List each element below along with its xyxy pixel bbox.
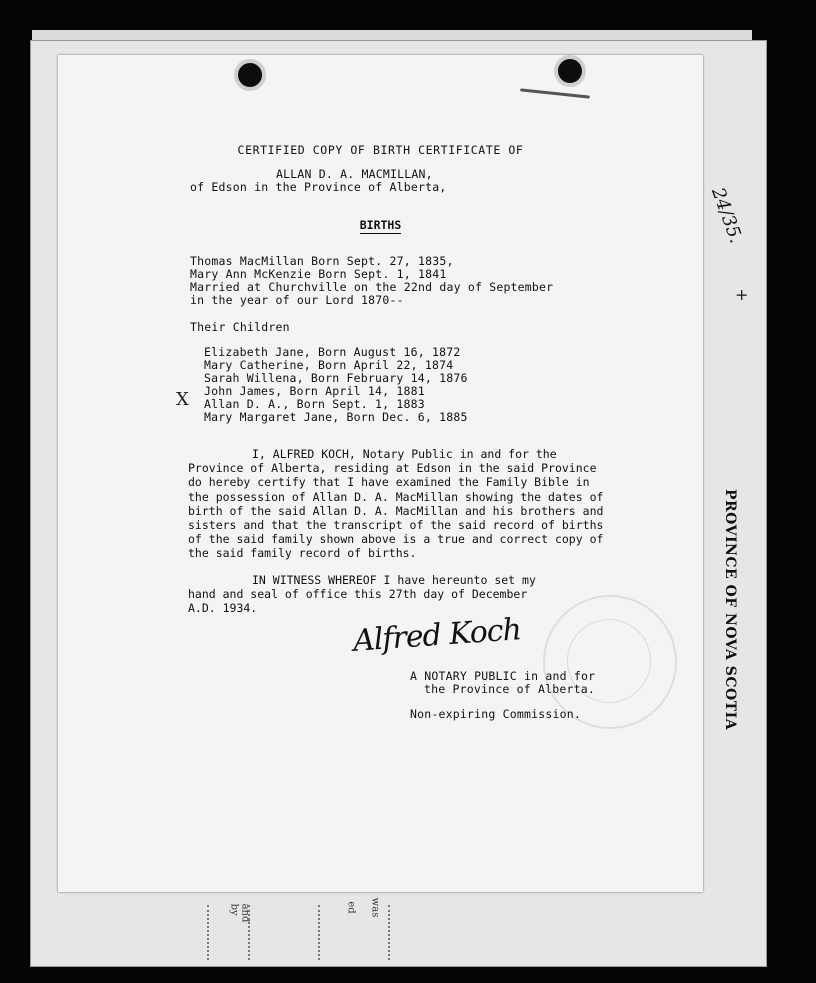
- parent-line: Thomas MacMillan Born Sept. 27, 1835,: [190, 254, 454, 268]
- witness-paragraph: IN WITNESS WHEREOF I have hereunto set my hand and seal of office this 27th day of December A.D. 1934.: [188, 573, 536, 616]
- certificate-sheet: [58, 55, 703, 892]
- form-dotted-line: [248, 905, 252, 960]
- child-entry: Mary Margaret Jane, Born Dec. 6, 1885: [204, 410, 468, 424]
- form-ed: ed: [345, 901, 357, 914]
- subject-place: of Edson in the Province of Alberta,: [190, 180, 447, 194]
- child-entry: Mary Catherine, Born April 22, 1874: [204, 358, 454, 372]
- certification-paragraph: I, ALFRED KOCH, Notary Public in and for the Province of Alberta, residing at Edson in the said Province do hereby certify that I have examined the Family Bible in the possession of Allan D. A. MacMillan showing the dates of birth of the said Allan D. A. MacMillan and his brothers and sisters and that the transcript of the said record of births of the said family shown above is a true and correct copy of the said family record of births.: [188, 447, 604, 561]
- commission-line: Non-expiring Commission.: [410, 707, 581, 721]
- form-and-by: and by: [228, 903, 251, 923]
- straight-pin: [520, 88, 590, 98]
- notary-line: the Province of Alberta.: [424, 682, 595, 696]
- parent-line: Mary Ann McKenzie Born Sept. 1, 1841: [190, 267, 447, 281]
- child-entry: Elizabeth Jane, Born August 16, 1872: [204, 345, 461, 359]
- form-dotted-line: [318, 905, 322, 960]
- notary-line: A NOTARY PUBLIC in and for: [410, 669, 596, 683]
- form-dotted-line: [388, 905, 392, 960]
- punch-hole-right: [554, 55, 586, 87]
- births-heading-text: BIRTHS: [359, 218, 402, 232]
- parent-line: in the year of our Lord 1870--: [190, 293, 404, 307]
- child-entry: Sarah Willena, Born February 14, 1876: [204, 371, 468, 385]
- child-entry: Allan D. A., Born Sept. 1, 1883: [204, 397, 425, 411]
- margin-plus: +: [735, 285, 749, 304]
- form-dotted-line: [207, 905, 211, 960]
- child-entry: John James, Born April 14, 1881: [204, 384, 425, 398]
- subject-name: ALLAN D. A. MACMILLAN,: [276, 167, 433, 181]
- parent-line: Married at Churchville on the 22nd day of September: [190, 280, 554, 294]
- province-side-label: PROVINCE OF NOVA SCOTIA: [722, 489, 738, 731]
- children-heading: Their Children: [190, 320, 290, 334]
- births-heading: [58, 218, 703, 232]
- x-mark: X: [176, 389, 189, 410]
- margin-note: 24/35.: [707, 184, 747, 247]
- notary-signature: Alfred Koch: [351, 612, 523, 659]
- punch-hole-left: [234, 59, 266, 91]
- certificate-title: CERTIFIED COPY OF BIRTH CERTIFICATE OF: [237, 143, 524, 157]
- form-was: was: [369, 897, 381, 918]
